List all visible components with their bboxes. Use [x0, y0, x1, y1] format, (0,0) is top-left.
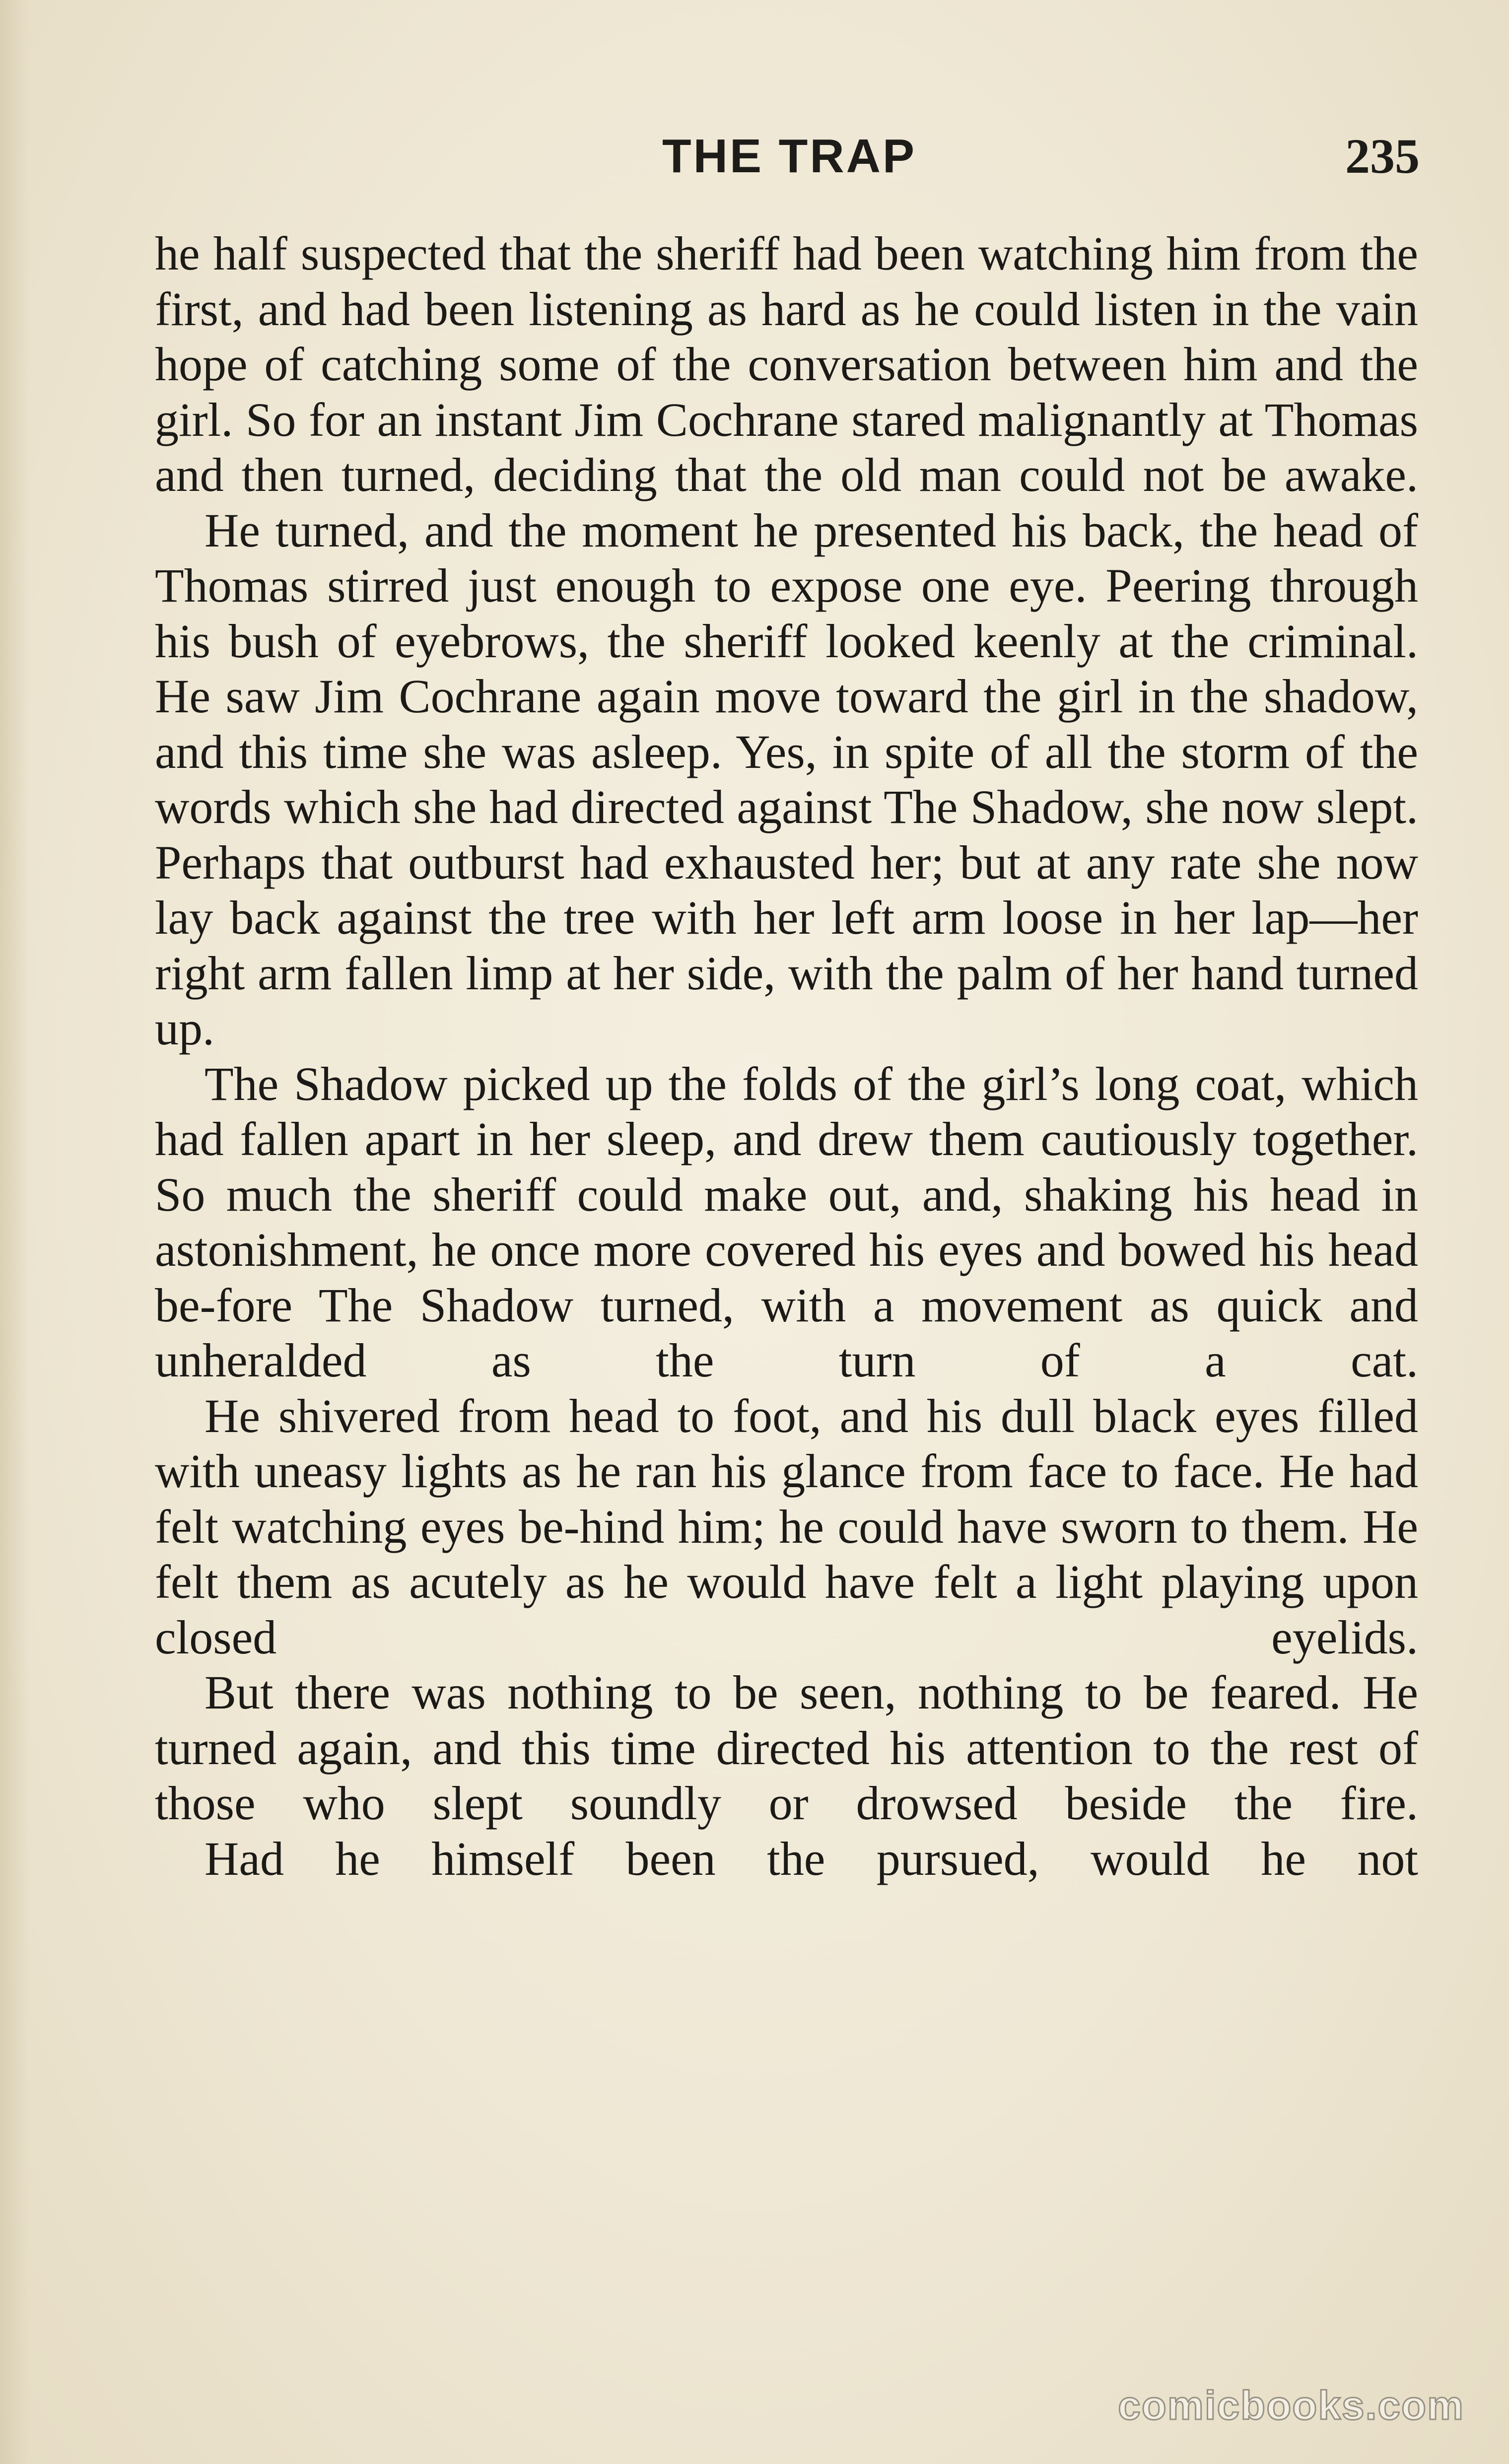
page-edge-shadow	[0, 0, 30, 2464]
paragraph-4: He shivered from head to foot, and his dull black eyes filled with uneasy lights as he ran his glance from face to face. He had felt watching eyes be-hind him; he could have sworn to them. He felt them as acutely as he would have felt a light playing upon closed eyelids.	[155, 1389, 1418, 1664]
paragraph-2: He turned, and the moment he presented his back, the head of Thomas stirred just enough to expose one eye. Peering through his bush of eyebrows, the sheriff looked keenly at the criminal. He saw Jim Cochrane again move toward the girl in the shadow, and this time she was asleep. Yes, in spite of all the storm of the words which she had directed against The Shadow, she now slept. Perhaps that outburst had exhausted her; but at any rate she now lay back against the tree with her left arm loose in her lap—her right arm fallen limp at her side, with the palm of her hand turned up.	[155, 503, 1418, 1055]
running-head: THE TRAP	[662, 130, 916, 183]
page-number: 235	[1345, 129, 1420, 184]
paragraph-1: he half suspected that the sheriff had been watching him from the first, and had been listening as hard as he could listen in the vain hope of catching some of the conversation between him and the girl. So for an instant Jim Cochrane stared malignantly at Thomas and then turned, deciding that the old man could not be awake.	[155, 227, 1418, 501]
paragraph-6: Had he himself been the pursued, would he not	[205, 1832, 1418, 1885]
body-text	[155, 226, 1418, 1886]
paragraph-5: But there was nothing to be seen, nothing to be feared. He turned again, and this time directed his attention to the rest of those who slept soundly or drowsed beside the fire.	[155, 1666, 1418, 1830]
watermark-logo: comicbooks.com	[1118, 2383, 1464, 2428]
paragraph-3: The Shadow picked up the folds of the girl’s long coat, which had fallen apart in her sleep, and drew them cautiously together. So much the sheriff could make out, and, shaking his head in astonishment, he once more covered his eyes and bowed his head be-fore The Shadow turned, with a movement as quick and unheralded as the turn of a cat.	[155, 1057, 1418, 1387]
page-header	[159, 124, 1420, 189]
